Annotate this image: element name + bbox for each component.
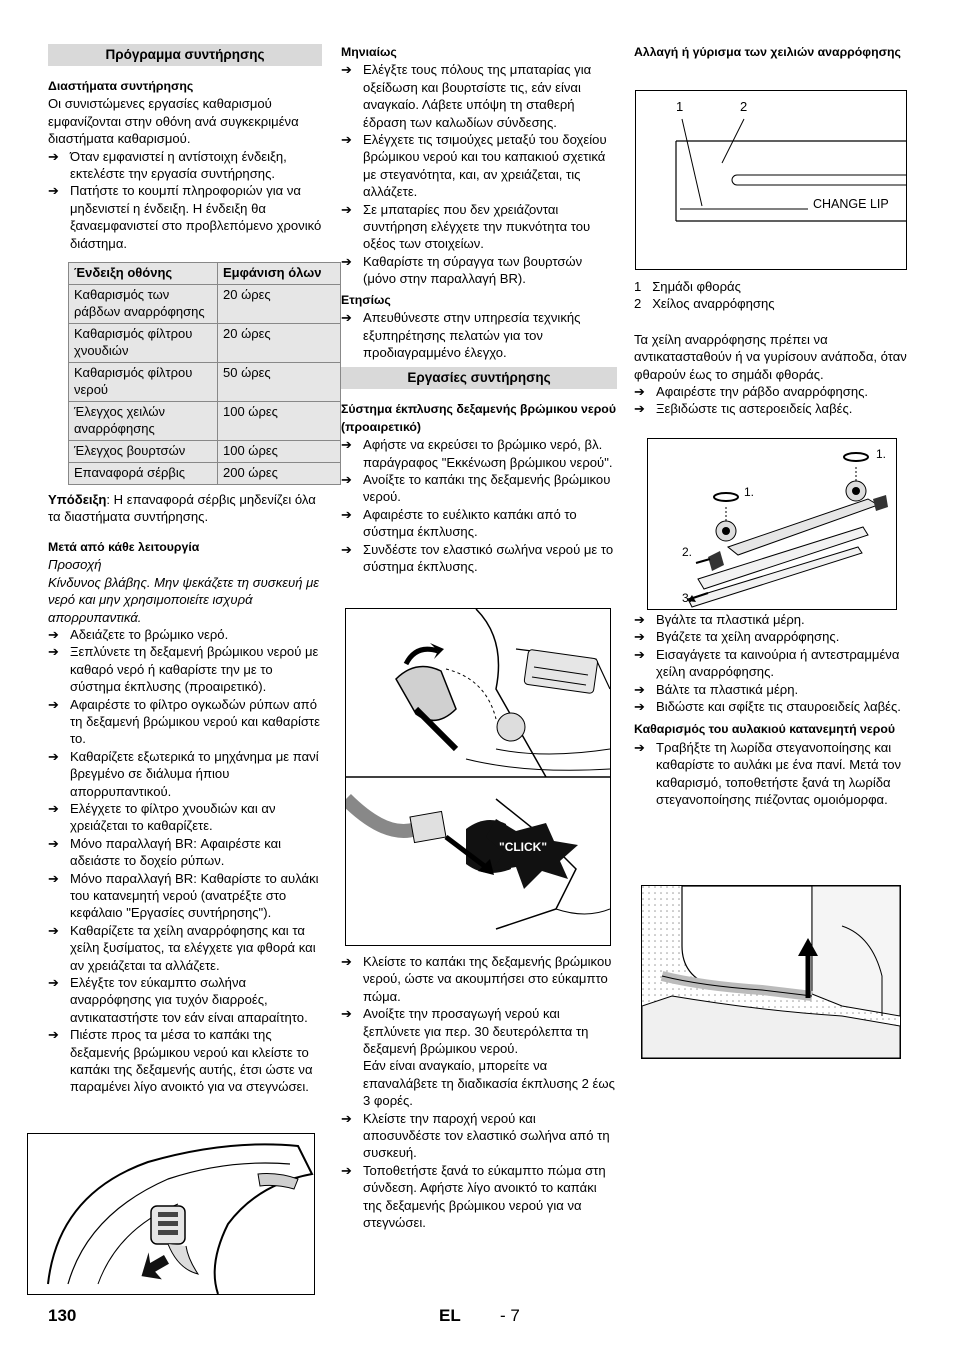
list-item: ➔ Ξεβιδώστε τις αστεροειδείς λαβές. (634, 400, 908, 417)
column-1 (48, 44, 322, 1096)
change-lip-label: CHANGE LIP (813, 197, 889, 211)
list-item: ➔ Πιέστε προς τα μέσα το καπάκι της δεξαμενής βρώμικου νερού και κλείστε το καπάκι της δεξαμενής αυτής, έτσι ώστε να παραμένει λίγο ανοικτό για να στεγνώσει. (48, 1026, 322, 1096)
table-cell: Επαναφορά σέρβις (69, 463, 218, 485)
figure-legend (634, 278, 908, 313)
intervals-list (48, 148, 322, 252)
figure-water-distributor-trough (641, 885, 901, 1059)
table-cell: 200 ώρες (218, 463, 341, 485)
table-row (69, 324, 341, 363)
table-cell: Καθαρισμός φίλτρου χνουδιών (69, 324, 218, 363)
caution-label: Προσοχή (48, 557, 102, 573)
table-cell: Καθαρισμός των ράβδων αναρρόφησης (69, 285, 218, 324)
figure-squeegee-disassembly (647, 438, 897, 610)
table-cell: 50 ώρες (218, 363, 341, 402)
list-item: ➔ Καθαρίζετε τα χείλη αναρρόφησης και τα χείλη ξυσίματος, τα ελέγχετε για φθορά και αν χρειάζεται τα αλλάζετε. (48, 922, 322, 974)
column-3-legend (634, 278, 908, 418)
list-item: ➔ Ελέγχετε το φίλτρο χνουδιών και αν χρειάζεται το καθαρίζετε. (48, 800, 322, 835)
figure-change-lip-display (635, 90, 907, 270)
list-item: ➔ Ελέγχετε τις τσιμούχες μεταξύ του δοχείου βρώμικου νερού και του καπακιού σχετικά με στεγανότητα, και, αν χρειάζεται, τις αλλάζετε. (341, 131, 617, 201)
list-item: ➔ Ελέγξτε τον εύκαμπτο σωλήνα αναρρόφησης για τυχόν διαρροές, αντικαταστήστε τον εάν είναι απαραίτητο. (48, 974, 322, 1026)
figure-label-1: 1 (676, 99, 684, 114)
legend-item: 2 Χείλος αναρρόφησης (634, 296, 775, 312)
step-label-3: 3. (682, 591, 693, 605)
table-row (69, 441, 341, 463)
table-row (69, 285, 341, 324)
list-item: ➔ Τραβήξτε τη λωρίδα στεγανοποίησης και καθαρίστε το αυλάκι με ένα πανί. Μετά τον καθαρισμό, τοποθετήστε ξανά τη λωρίδα στεγανοποίησης πιέζοντας ομοιόμορφα. (634, 739, 908, 809)
list-item: ➔ Ξεπλύνετε τη δεξαμενή βρώμικου νερού με καθαρό νερό ή καθαρίστε την με το σύστημα έκπλυσης (προαιρετικό). (48, 643, 322, 695)
list-item: ➔ Πατήστε το κουμπί πληροφοριών για να μηδενιστεί η ένδειξη. Η ένδειξη θα ξαναεμφανιστεί στο προβλεπόμενο χρονικό διάστημα. (48, 182, 322, 252)
maintenance-interval-table (68, 262, 341, 485)
table-cell: Έλεγχος βουρτσών (69, 441, 218, 463)
list-item: ➔ Καθαρίστε τη σύραγγα των βουρτσών (μόνο στην παραλλαγή BR). (341, 253, 617, 288)
list-item: ➔ Τοποθετήστε ξανά το εύκαμπτο πώμα στη σύνδεση. Αφήστε λίγο ανοικτό το καπάκι της δεξαμενής βρώμικου νερού για να στεγνώσει. (341, 1162, 617, 1232)
table-cell: 20 ώρες (218, 285, 341, 324)
legend-item: 1 Σημάδι φθοράς (634, 279, 741, 294)
list-item: ➔ Σε μπαταρίες που δεν χρειάζονται συντήρηση ελέγχετε την πυκνότητα του οξέος των στοιχείων. (341, 201, 617, 253)
column-3-lower (634, 611, 908, 808)
table-header: Ένδειξη οθόνης (69, 263, 218, 285)
list-item: ➔ Συνδέστε τον ελαστικό σωλήνα νερού με το σύστημα έκπλυσης. (341, 541, 617, 576)
flush-hose-illustration (346, 609, 610, 945)
figure-flush-connection (345, 608, 611, 946)
squeegee-illustration (648, 439, 896, 609)
list-item: ➔ Ελέγξτε τους πόλους της μπαταρίας για οξείδωση και βουρτσίστε τις, εάν είναι αναγκαίο. Λάβετε υπόψη τη σταθερή έδραση των καλωδίων σύνδεσης. (341, 61, 617, 131)
lip-list-2 (634, 611, 908, 715)
section-page: - 7 (500, 1306, 520, 1325)
after-operation-list (48, 626, 322, 1096)
table-cell: Καθαρισμός φίλτρου νερού (69, 363, 218, 402)
column-2 (341, 44, 617, 575)
list-item: ➔ Βάλτε τα πλαστικά μέρη. (634, 681, 908, 698)
list-item: ➔ Αφήστε να εκρεύσει το βρώμικο νερό, βλ. παράγραφος "Εκκένωση βρώμικου νερού". (341, 436, 617, 471)
list-item: ➔ Μόνο παραλλαγή BR: Αφαιρέστε και αδειάστε το δοχείο ρύπων. (48, 835, 322, 870)
table-row (69, 402, 341, 441)
trough-heading: Καθαρισμός του αυλακιού κατανεμητή νερού (634, 722, 895, 737)
trough-list (634, 739, 908, 809)
list-item: ➔ Βιδώστε και σφίξτε τις σταυροειδείς λαβές. (634, 698, 908, 715)
yearly-list (341, 309, 617, 361)
table-header-row (69, 263, 341, 285)
intervals-heading: Διαστήματα συντήρησης (48, 79, 194, 93)
step-label-1b: 1. (744, 485, 755, 499)
column-2-lower (341, 953, 617, 1232)
flush-after-list (341, 953, 617, 1232)
list-item: ➔ Όταν εμφανιστεί η αντίστοιχη ένδειξη, εκτελέστε την εργασία συντήρησης. (48, 148, 322, 183)
figure-tank-lid (27, 1133, 315, 1295)
table-cell: Έλεγχος χειλών αναρρόφησης (69, 402, 218, 441)
caution-text: Κίνδυνος βλάβης. Μην ψεκάζετε τη συσκευή με νερό και μην χρησιμοποιείτε ισχυρά απορρυπαντικά. (48, 574, 320, 625)
list-item: ➔ Απευθύνεστε στην υπηρεσία τεχνικής εξυπηρέτησης πελατών για τον προδιαγραμμένο έλεγχο. (341, 309, 617, 361)
intervals-text: Οι συνιστώμενες εργασίες καθαρισμού εμφανίζονται στην οθόνη ανά συγκεκριμένα διαστήματα καθαρισμού. (48, 96, 299, 147)
note-text: : Η επαναφορά σέρβις μηδενίζει όλα τα διαστήματα συντήρησης. (48, 492, 316, 525)
flush-list (341, 436, 617, 575)
yearly-heading: Ετησίως (341, 292, 391, 307)
table-row (69, 463, 341, 485)
list-item: ➔ Αφαιρέστε το φίλτρο ογκωδών ρύπων από τη δεξαμενή βρώμικου νερού και καθαρίστε το. (48, 696, 322, 748)
page-number: 130 (48, 1306, 77, 1325)
list-item: ➔ Βγάζετε τα χείλη αναρρόφησης. (634, 628, 908, 645)
table-header: Εμφάνιση όλων (218, 263, 341, 285)
trough-illustration (642, 886, 900, 1058)
list-item: ➔ Μόνο παραλλαγή BR: Καθαρίστε το αυλάκι του κατανεμητή νερού (ανατρέξτε στο κεφάλαιο "Εργασίες συντήρησης"). (48, 870, 322, 922)
table-cell: 20 ώρες (218, 324, 341, 363)
step-label-2: 2. (682, 545, 693, 559)
list-item: ➔ Εισαγάγετε τα καινούρια ή αντεστραμμένα χείλη αναρρόφησης. (634, 646, 908, 681)
list-item: ➔ Βγάλτε τα πλαστικά μέρη. (634, 611, 908, 628)
list-item: ➔ Αφαιρέστε την ράβδο αναρρόφησης. (634, 383, 908, 400)
flush-system-heading: Σύστημα έκπλυσης δεξαμενής βρώμικου νερού (προαιρετικό) (341, 402, 616, 434)
step-label-1a: 1. (876, 447, 887, 461)
lip-text: Τα χείλη αναρρόφησης πρέπει να αντικατασταθούν ή να γυρίσουν ανάποδα, όταν φθαρούν έως το σημάδι φθοράς. (634, 331, 907, 382)
section-title-maintenance-schedule: Πρόγραμμα συντήρησης (48, 44, 322, 66)
list-item: ➔ Ανοίξτε το καπάκι της δεξαμενής βρώμικου νερού. (341, 471, 617, 506)
lip-list (634, 383, 908, 418)
language-code: EL (439, 1306, 461, 1325)
lip-wear-illustration (636, 91, 906, 269)
list-item: ➔ Κλείστε την παροχή νερού και αποσυνδέστε τον ελαστικό σωλήνα από τη συσκευή. (341, 1110, 617, 1162)
after-operation-heading: Μετά από κάθε λειτουργία (48, 539, 200, 554)
lip-change-heading: Αλλαγή ή γύρισμα των χειλιών αναρρόφησης (634, 45, 901, 59)
list-item: ➔ Αδειάζετε το βρώμικο νερό. (48, 626, 322, 643)
list-item: ➔ Αφαιρέστε το ευέλικτο καπάκι από το σύστημα έκπλυσης. (341, 506, 617, 541)
list-item: ➔ Ανοίξτε την προσαγωγή νερού και ξεπλύνετε για περ. 30 δευτερόλεπτα τη δεξαμενή βρώμικου νερού. Εάν είναι αναγκαίο, μπορείτε να επαναλάβετε τη διαδικασία έκπλυσης 2 έως 3 φορές. (341, 1005, 617, 1109)
table-cell: 100 ώρες (218, 402, 341, 441)
figure-label-2: 2 (740, 99, 748, 114)
note (48, 491, 322, 526)
repeat-note: Εάν είναι αναγκαίο, μπορείτε να επαναλάβετε τη διαδικασία έκπλυσης 2 έως 3 φορές. (363, 1058, 615, 1109)
column-3 (634, 44, 908, 61)
table-cell: 100 ώρες (218, 441, 341, 463)
note-label: Υπόδειξη (48, 492, 107, 508)
tank-lid-illustration (28, 1134, 314, 1294)
list-item: ➔ Καθαρίζετε εξωτερικά το μηχάνημα με πανί βρεγμένο σε διάλυμα ήπιου απορρυπαντικού. (48, 748, 322, 800)
table-row (69, 363, 341, 402)
list-item: ➔ Κλείστε το καπάκι της δεξαμενής βρώμικου νερού, ώστε να ακουμπήσει στο εύκαμπτο πώμα. (341, 953, 617, 1005)
monthly-heading: Μηνιαίως (341, 45, 397, 59)
click-label: "CLICK" (499, 840, 548, 854)
monthly-list (341, 61, 617, 287)
section-title-maintenance-work: Εργασίες συντήρησης (341, 367, 617, 389)
